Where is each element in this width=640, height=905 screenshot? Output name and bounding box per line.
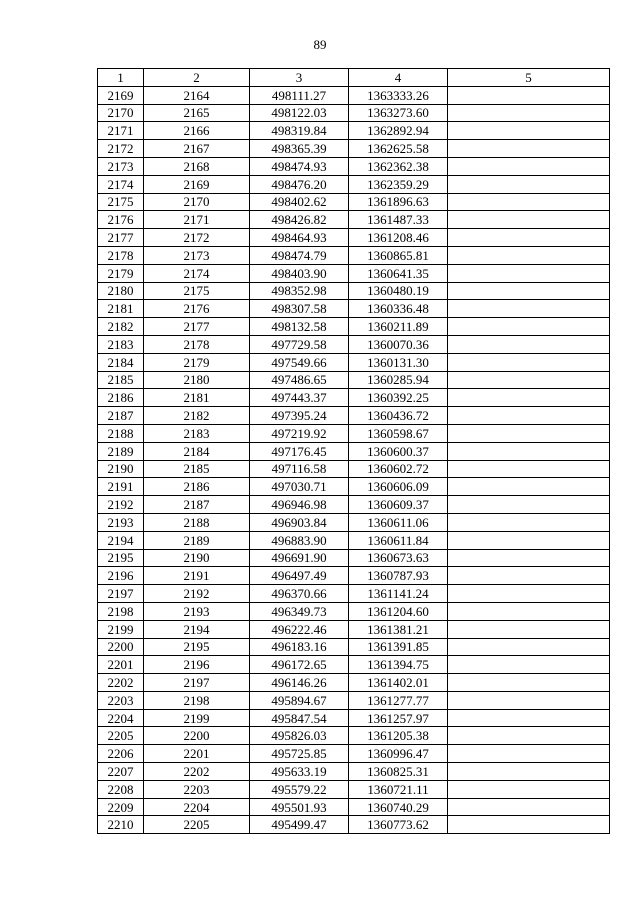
table-cell: 2174 — [98, 175, 144, 193]
table-cell — [448, 335, 610, 353]
table-cell: 2199 — [144, 709, 250, 727]
table-cell: 498122.03 — [250, 104, 349, 122]
table-row — [98, 745, 610, 763]
table-cell — [448, 513, 610, 531]
table-row — [98, 602, 610, 620]
table-cell: 1360787.93 — [349, 567, 448, 585]
table-cell: 496183.16 — [250, 638, 349, 656]
table-cell: 2188 — [98, 424, 144, 442]
table-cell: 2190 — [144, 549, 250, 567]
table-cell: 2169 — [98, 86, 144, 104]
table-cell: 2179 — [98, 264, 144, 282]
table-cell: 2207 — [98, 763, 144, 781]
table-cell: 495501.93 — [250, 798, 349, 816]
table-cell: 2185 — [144, 460, 250, 478]
table-cell: 497030.71 — [250, 478, 349, 496]
table-cell: 498352.98 — [250, 282, 349, 300]
table-cell: 2196 — [144, 656, 250, 674]
table-row — [98, 585, 610, 603]
table-cell: 2200 — [144, 727, 250, 745]
column-header: 4 — [349, 69, 448, 87]
table-cell — [448, 478, 610, 496]
table-cell: 2191 — [144, 567, 250, 585]
table-cell: 2177 — [144, 318, 250, 336]
table-cell: 1362362.38 — [349, 157, 448, 175]
table-cell: 2201 — [144, 745, 250, 763]
table-cell: 1360606.09 — [349, 478, 448, 496]
table-cell — [448, 246, 610, 264]
table-cell: 1361205.38 — [349, 727, 448, 745]
table-cell: 2191 — [98, 478, 144, 496]
table-row — [98, 140, 610, 158]
table-cell: 2166 — [144, 122, 250, 140]
table-cell: 2199 — [98, 620, 144, 638]
table-row — [98, 371, 610, 389]
table-cell: 1360598.67 — [349, 424, 448, 442]
table-cell: 495894.67 — [250, 691, 349, 709]
table-cell: 2171 — [98, 122, 144, 140]
table-cell: 1361257.97 — [349, 709, 448, 727]
table-row — [98, 407, 610, 425]
table-cell: 2203 — [98, 691, 144, 709]
table-cell: 1362892.94 — [349, 122, 448, 140]
table-cell: 1363273.60 — [349, 104, 448, 122]
table-cell: 2200 — [98, 638, 144, 656]
table-cell: 496497.49 — [250, 567, 349, 585]
table-cell: 2204 — [98, 709, 144, 727]
table-row — [98, 86, 610, 104]
table-cell: 2198 — [144, 691, 250, 709]
table-cell: 1361896.63 — [349, 193, 448, 211]
table-cell: 497219.92 — [250, 424, 349, 442]
table-cell: 2179 — [144, 353, 250, 371]
table-cell: 2197 — [98, 585, 144, 603]
table-cell — [448, 389, 610, 407]
table-cell: 2209 — [98, 798, 144, 816]
table-cell: 2173 — [144, 246, 250, 264]
table-cell: 1361277.77 — [349, 691, 448, 709]
table-cell: 2171 — [144, 211, 250, 229]
table-cell: 1360673.63 — [349, 549, 448, 567]
table-cell: 1360336.48 — [349, 300, 448, 318]
table-cell — [448, 496, 610, 514]
table-cell: 2193 — [98, 513, 144, 531]
table-cell: 2196 — [98, 567, 144, 585]
table-row — [98, 691, 610, 709]
table-row — [98, 211, 610, 229]
table-row — [98, 175, 610, 193]
table-cell — [448, 780, 610, 798]
table-cell — [448, 656, 610, 674]
table-cell: 498319.84 — [250, 122, 349, 140]
table-row — [98, 460, 610, 478]
table-cell: 2192 — [98, 496, 144, 514]
table-cell: 495826.03 — [250, 727, 349, 745]
table-cell: 1360865.81 — [349, 246, 448, 264]
table-cell: 495847.54 — [250, 709, 349, 727]
table-row — [98, 282, 610, 300]
table-cell: 2204 — [144, 798, 250, 816]
table-cell: 2181 — [98, 300, 144, 318]
table-cell — [448, 709, 610, 727]
table-cell — [448, 300, 610, 318]
table-cell: 2201 — [98, 656, 144, 674]
table-cell — [448, 353, 610, 371]
table-row — [98, 620, 610, 638]
table-cell: 1363333.26 — [349, 86, 448, 104]
table-cell — [448, 798, 610, 816]
table-row — [98, 709, 610, 727]
table-cell — [448, 140, 610, 158]
table-cell: 498365.39 — [250, 140, 349, 158]
table-cell: 2195 — [98, 549, 144, 567]
table-cell: 497176.45 — [250, 442, 349, 460]
table-cell: 2182 — [98, 318, 144, 336]
table-cell: 2165 — [144, 104, 250, 122]
column-header: 2 — [144, 69, 250, 87]
table-row — [98, 300, 610, 318]
table-cell: 1361204.60 — [349, 602, 448, 620]
table-cell: 498402.62 — [250, 193, 349, 211]
table-cell: 2194 — [98, 531, 144, 549]
table-row — [98, 496, 610, 514]
table-cell: 2193 — [144, 602, 250, 620]
table-cell: 2184 — [98, 353, 144, 371]
table-cell: 498307.58 — [250, 300, 349, 318]
table-row — [98, 104, 610, 122]
table-cell: 2198 — [98, 602, 144, 620]
table-row — [98, 246, 610, 264]
table-cell: 2183 — [144, 424, 250, 442]
table-cell: 1361208.46 — [349, 229, 448, 247]
table-cell: 498111.27 — [250, 86, 349, 104]
table-cell: 498426.82 — [250, 211, 349, 229]
table-cell — [448, 674, 610, 692]
table-cell: 495633.19 — [250, 763, 349, 781]
table-cell — [448, 549, 610, 567]
table-row — [98, 193, 610, 211]
table-cell: 497395.24 — [250, 407, 349, 425]
table-cell — [448, 442, 610, 460]
column-header: 3 — [250, 69, 349, 87]
coordinates-table — [97, 68, 610, 834]
table-cell — [448, 567, 610, 585]
table-cell: 1360131.30 — [349, 353, 448, 371]
table-cell: 2175 — [98, 193, 144, 211]
table-cell: 2208 — [98, 780, 144, 798]
table-cell: 496222.46 — [250, 620, 349, 638]
table-cell: 496172.65 — [250, 656, 349, 674]
table-cell — [448, 585, 610, 603]
table-row — [98, 335, 610, 353]
table-cell: 1360611.84 — [349, 531, 448, 549]
table-cell: 2190 — [98, 460, 144, 478]
column-header: 1 — [98, 69, 144, 87]
table-cell: 2186 — [144, 478, 250, 496]
table-cell — [448, 763, 610, 781]
table-row — [98, 638, 610, 656]
table-cell: 1360211.89 — [349, 318, 448, 336]
table-cell: 2187 — [144, 496, 250, 514]
table-cell: 2203 — [144, 780, 250, 798]
table-cell: 2186 — [98, 389, 144, 407]
table-cell: 1360825.31 — [349, 763, 448, 781]
table-cell: 497486.65 — [250, 371, 349, 389]
table-cell: 495725.85 — [250, 745, 349, 763]
table-cell: 1361141.24 — [349, 585, 448, 603]
table-cell: 1361394.75 — [349, 656, 448, 674]
table-cell: 2176 — [144, 300, 250, 318]
table-cell: 1361402.01 — [349, 674, 448, 692]
table-cell: 2174 — [144, 264, 250, 282]
table-cell: 1361391.85 — [349, 638, 448, 656]
table-cell — [448, 371, 610, 389]
column-header: 5 — [448, 69, 610, 87]
table-cell: 1362359.29 — [349, 175, 448, 193]
table-cell: 2181 — [144, 389, 250, 407]
table-row — [98, 442, 610, 460]
table-cell — [448, 602, 610, 620]
table-cell: 2194 — [144, 620, 250, 638]
table-cell — [448, 157, 610, 175]
table-cell: 1360285.94 — [349, 371, 448, 389]
table-cell: 2185 — [98, 371, 144, 389]
table-row — [98, 816, 610, 834]
table-cell: 2172 — [98, 140, 144, 158]
table-cell: 2169 — [144, 175, 250, 193]
table-row — [98, 763, 610, 781]
table-cell: 2197 — [144, 674, 250, 692]
table-cell: 2210 — [98, 816, 144, 834]
table-cell — [448, 638, 610, 656]
table-cell: 498474.93 — [250, 157, 349, 175]
table-body — [98, 86, 610, 833]
table-cell: 498474.79 — [250, 246, 349, 264]
table-cell: 2195 — [144, 638, 250, 656]
table-cell — [448, 727, 610, 745]
page-number: 89 — [313, 37, 327, 52]
table-row — [98, 798, 610, 816]
table-cell: 2177 — [98, 229, 144, 247]
table-cell: 1360996.47 — [349, 745, 448, 763]
table-cell: 1360611.06 — [349, 513, 448, 531]
table-cell: 2180 — [98, 282, 144, 300]
table-cell: 498476.20 — [250, 175, 349, 193]
table-cell: 2189 — [144, 531, 250, 549]
table-cell — [448, 407, 610, 425]
table-cell: 496349.73 — [250, 602, 349, 620]
table-row — [98, 389, 610, 407]
table-row — [98, 780, 610, 798]
table-cell — [448, 86, 610, 104]
table-cell — [448, 620, 610, 638]
table-cell — [448, 175, 610, 193]
table-cell: 2205 — [98, 727, 144, 745]
table-cell: 1360602.72 — [349, 460, 448, 478]
table-cell — [448, 264, 610, 282]
table-cell: 2180 — [144, 371, 250, 389]
table-cell: 2192 — [144, 585, 250, 603]
table-cell — [448, 691, 610, 709]
table-row — [98, 353, 610, 371]
table-cell: 2188 — [144, 513, 250, 531]
table-cell: 498403.90 — [250, 264, 349, 282]
table-row — [98, 229, 610, 247]
table-cell: 2184 — [144, 442, 250, 460]
table-cell: 1360773.62 — [349, 816, 448, 834]
table-cell: 2172 — [144, 229, 250, 247]
table-cell: 1361487.33 — [349, 211, 448, 229]
table-cell: 496370.66 — [250, 585, 349, 603]
table-cell: 2202 — [98, 674, 144, 692]
table-row — [98, 674, 610, 692]
table-row — [98, 656, 610, 674]
table-cell: 2167 — [144, 140, 250, 158]
table-cell: 2176 — [98, 211, 144, 229]
table-cell: 1360436.72 — [349, 407, 448, 425]
table-cell: 2170 — [98, 104, 144, 122]
table-cell — [448, 460, 610, 478]
table-cell — [448, 282, 610, 300]
table-cell — [448, 745, 610, 763]
table-cell: 497443.37 — [250, 389, 349, 407]
table-cell: 2206 — [98, 745, 144, 763]
table-cell — [448, 424, 610, 442]
table-cell — [448, 531, 610, 549]
table-cell — [448, 122, 610, 140]
table-cell: 495579.22 — [250, 780, 349, 798]
table-cell: 1360070.36 — [349, 335, 448, 353]
table-cell: 2202 — [144, 763, 250, 781]
table-cell: 2168 — [144, 157, 250, 175]
table-cell: 2170 — [144, 193, 250, 211]
table-row — [98, 531, 610, 549]
table-cell — [448, 104, 610, 122]
table-cell: 1362625.58 — [349, 140, 448, 158]
table-row — [98, 513, 610, 531]
table-cell: 496146.26 — [250, 674, 349, 692]
table-cell: 2182 — [144, 407, 250, 425]
table-cell: 2173 — [98, 157, 144, 175]
table-cell: 2183 — [98, 335, 144, 353]
table-row — [98, 264, 610, 282]
table-cell: 2164 — [144, 86, 250, 104]
table-cell: 497116.58 — [250, 460, 349, 478]
table-cell: 498132.58 — [250, 318, 349, 336]
table-cell — [448, 816, 610, 834]
table-cell: 1360721.11 — [349, 780, 448, 798]
table-row — [98, 318, 610, 336]
table-header-row — [98, 69, 610, 87]
table-cell: 2187 — [98, 407, 144, 425]
table-cell: 495499.47 — [250, 816, 349, 834]
table-cell — [448, 318, 610, 336]
table-cell: 1360609.37 — [349, 496, 448, 514]
table-cell: 1361381.21 — [349, 620, 448, 638]
table-cell: 1360600.37 — [349, 442, 448, 460]
table-cell: 497729.58 — [250, 335, 349, 353]
table-cell: 2178 — [98, 246, 144, 264]
table-cell: 2189 — [98, 442, 144, 460]
table-cell — [448, 211, 610, 229]
table-row — [98, 549, 610, 567]
table-row — [98, 727, 610, 745]
table-cell: 496691.90 — [250, 549, 349, 567]
table-row — [98, 478, 610, 496]
table-cell: 498464.93 — [250, 229, 349, 247]
table-row — [98, 122, 610, 140]
table-cell — [448, 229, 610, 247]
table-cell: 496883.90 — [250, 531, 349, 549]
table-cell: 1360740.29 — [349, 798, 448, 816]
table-cell: 2205 — [144, 816, 250, 834]
table-cell: 2175 — [144, 282, 250, 300]
table-cell — [448, 193, 610, 211]
table-cell: 1360480.19 — [349, 282, 448, 300]
table-cell: 2178 — [144, 335, 250, 353]
table-row — [98, 567, 610, 585]
table-cell: 1360641.35 — [349, 264, 448, 282]
table-row — [98, 424, 610, 442]
table-cell: 496946.98 — [250, 496, 349, 514]
table-cell: 496903.84 — [250, 513, 349, 531]
table-cell: 1360392.25 — [349, 389, 448, 407]
table-cell: 497549.66 — [250, 353, 349, 371]
table-row — [98, 157, 610, 175]
